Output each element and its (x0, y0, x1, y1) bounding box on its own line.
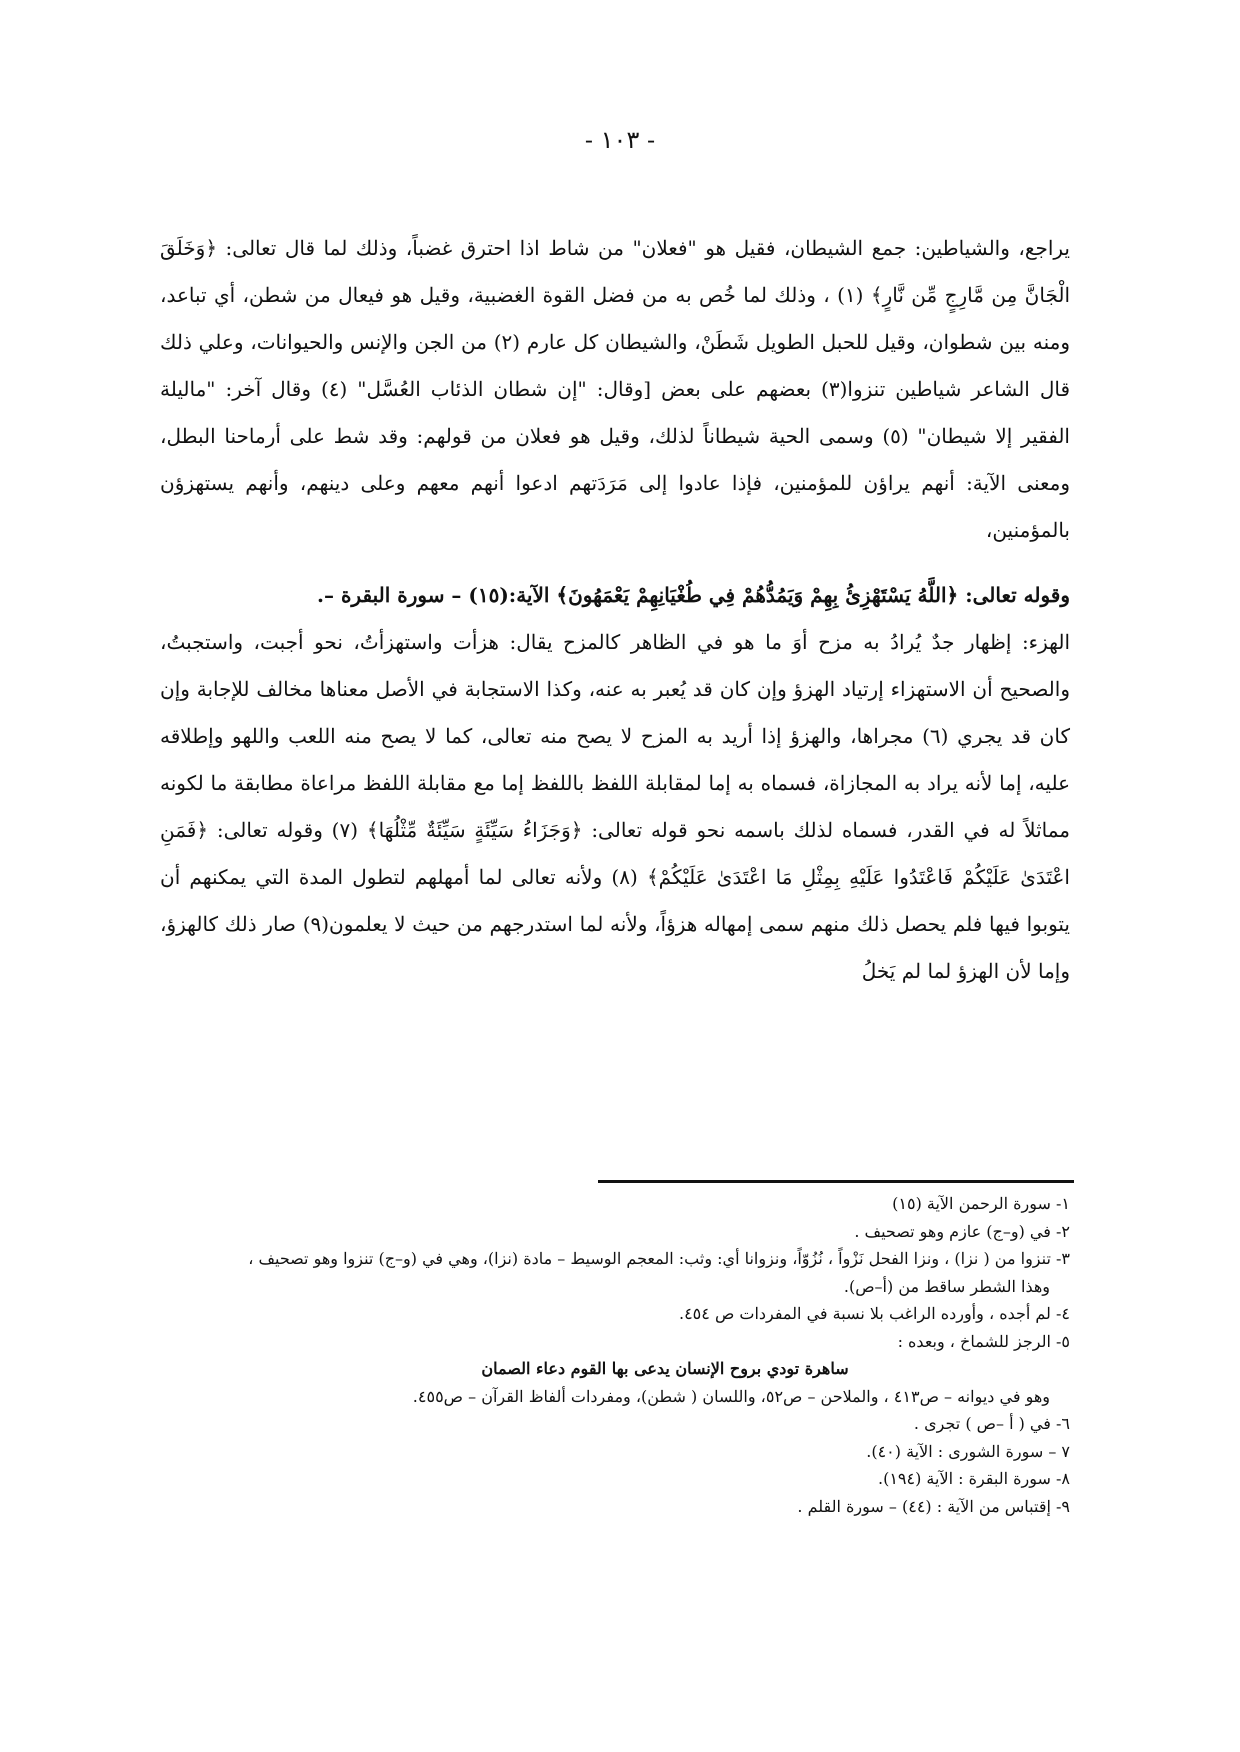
footnote-2: ٢- في (و–ج) عازم وهو تصحيف . (854, 1221, 1070, 1241)
footnote-5: ٥- الرجز للشماخ ، وبعده : (897, 1331, 1070, 1351)
footnote-7: ٧ – سورة الشورى : الآية (٤٠). (866, 1441, 1070, 1461)
footnote-3: ٣- تنزوا من ( نزا) ، ونزا الفحل نَزْواً ، نُزُوّاً، ونزوانا أي: وثب: المعجم الوسيط – مادة (نزا)، وهي في (و–ج) تنزوا وهو تصحيف ، (248, 1249, 1070, 1268)
footnote-5-verse: ساهرة تودي بروح الإنسان يدعى بها القوم دعاء الصمان (481, 1359, 849, 1378)
footnotes (140, 1190, 1070, 1520)
footnote-3-continued: وهذا الشطر ساقط من (أ–ص). (843, 1276, 1050, 1296)
footnote-9: ٩- إقتباس من الآية : (٤٤) – سورة القلم . (797, 1496, 1070, 1516)
paragraph-2: وقوله تعالى: ﴿اللَّهُ يَسْتَهْزِئُ بِهِمْ وَيَمُدُّهُمْ فِي طُغْيَانِهِمْ يَعْمَهُونَ﴾ الآية:(١٥) – سورة البقرة –. (317, 583, 1070, 607)
footnote-4: ٤- لم أجده ، وأورده الراغب بلا نسبة في المفردات ص ٤٥٤. (678, 1304, 1070, 1323)
paragraph-1: يراجع، والشياطين: جمع الشيطان، فقيل هو "فعلان" من شاط اذا احترق غضباً، وذلك لما قال تعالى: ﴿وَخَلَقَ الْجَانَّ مِن مَّارِجٍ مِّن نَّارٍ﴾ (١) ، وذلك لما خُص به من فضل القوة الغضبية، وقيل هو فيعال من شطن، أي تباعد، ومنه بين شطوان، وقيل للحبل الطويل شَطَنْ، والشيطان كل عارم (٢) من الجن والإنس والحيوانات، وعلي ذلك قال الشاعر شياطين تنزوا(٣) بعضهم على بعض [وقال: "إن شطان الذئاب العُسَّل" (٤) وقال آخر: "ماليلة الفقير إلا شيطان" (٥) وسمى الحية شيطاناً لذلك، وقيل هو فعلان من قولهم: وقد شط على أرماحنا البطل، ومعنى الآية: أنهم يراؤن للمؤمنين، فإذا عادوا إلى مَرَدَتهم ادعوا أنهم معهم وعلى دينهم، وأنهم يستهزؤن بالمؤمنين، (160, 236, 1071, 542)
body-text (160, 225, 1070, 995)
footnote-8: ٨- سورة البقرة : الآية (١٩٤). (877, 1469, 1070, 1488)
footnote-1: ١- سورة الرحمن الآية (١٥) (892, 1194, 1070, 1213)
page-number: - ١٠٣ - (584, 126, 656, 154)
paragraph-3: الهزء: إظهار جدٌ يُرادُ به مزح أوَ ما هو في الظاهر كالمزح يقال: هزأت واستهزأتُ، نحو أجبت، واستجبتُ، والصحيح أن الاستهزاء إرتياد الهزؤ وإن كان قد يُعبر به عنه، وكذا الاستجابة في الأصل معناها مخالف للإجابة وإن كان قد يجري (٦) مجراها، والهزؤ إذا أريد به المزح لا يصح منه تعالى، كما لا يصح منه اللعب واللهو وإطلاقه عليه، إما لأنه يراد به المجازاة، فسماه به إما لمقابلة اللفظ باللفظ إما مع مقابلة اللفظ مراعاة مطابقة ما لكونه مماثلاً له في القدر، فسماه لذلك باسمه نحو قوله تعالى: ﴿وَجَزَاءُ سَيِّئَةٍ سَيِّئَةٌ مِّثْلُهَا﴾ (٧) وقوله تعالى: ﴿فَمَنِ اعْتَدَىٰ عَلَيْكُمْ فَاعْتَدُوا عَلَيْهِ بِمِثْلِ مَا اعْتَدَىٰ عَلَيْكُمْ﴾ (٨) ولأنه تعالى لما أمهلهم لتطول المدة التي يمكنهم أن يتوبوا فيها فلم يحصل ذلك منهم سمى إمهاله هزؤاً، ولأنه لما استدرجهم من حيث لا يعلمون(٩) صار ذلك كالهزؤ، وإما لأن الهزؤ لما لم يَخلُ (160, 630, 1071, 983)
footnote-separator (598, 1180, 1074, 1183)
footnote-5-source: وهو في ديوانه – ص٤١٣ ، والملاحن – ص٥٢، واللسان ( شطن)، ومفردات ألفاظ القرآن – ص٤٥٥. (412, 1386, 1050, 1406)
footnote-6: ٦- في ( أ –ص ) تجرى . (913, 1414, 1070, 1433)
